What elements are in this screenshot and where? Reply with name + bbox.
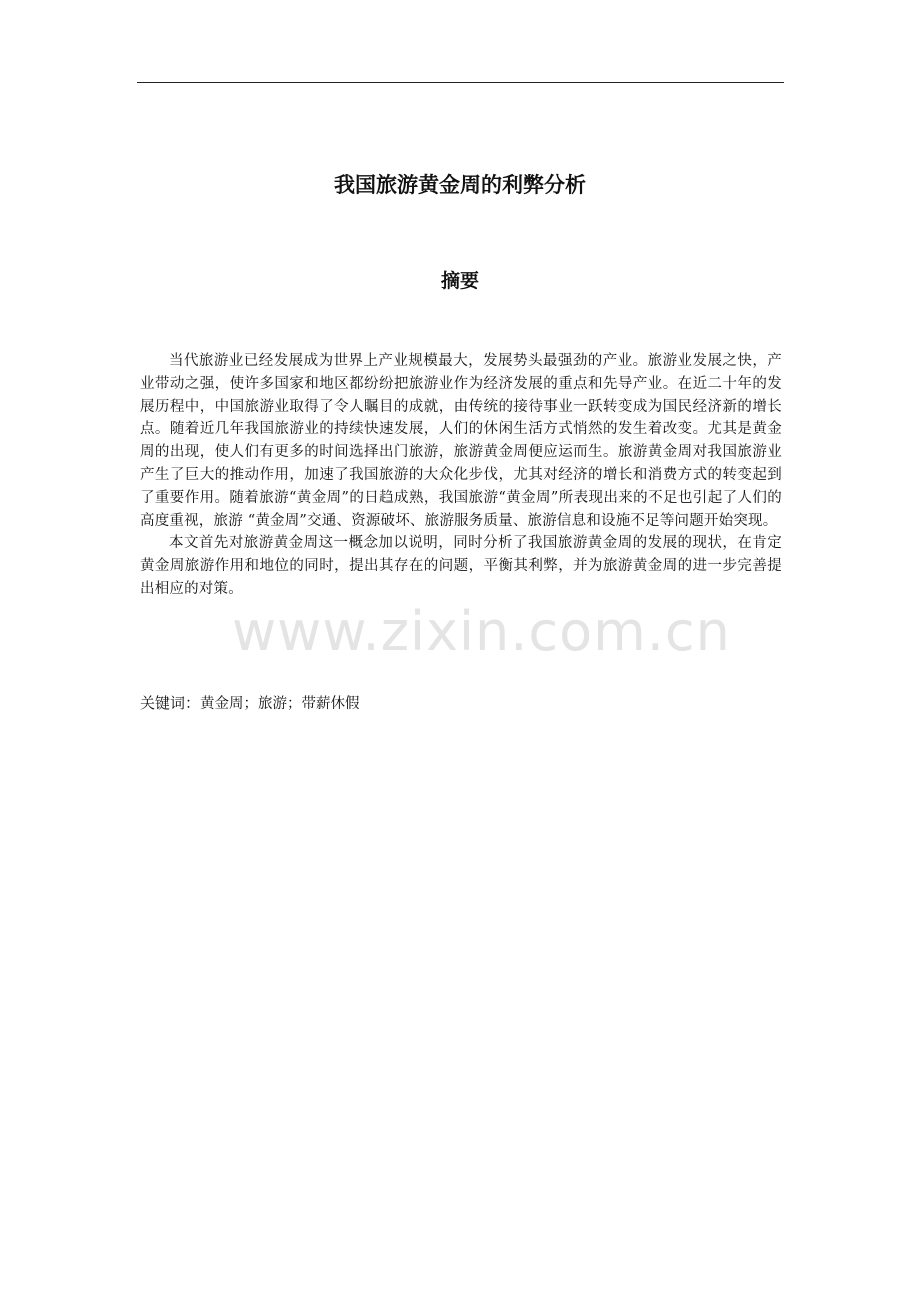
header-rule	[137, 82, 784, 83]
keywords-value: 黄金周；旅游；带薪休假	[200, 696, 360, 712]
keywords-label: 关键词：	[140, 694, 201, 712]
watermark: www.zixin.com.cn	[232, 600, 731, 663]
keywords-line	[140, 692, 780, 715]
document-title: 我国旅游黄金周的利弊分析	[334, 173, 586, 197]
abstract-paragraph-1: 当代旅游业已经发展成为世界上产业规模最大，发展势头最强劲的产业。旅游业发展之快，产业带动之强，使许多国家和地区都纷纷把旅游业作为经济发展的重点和先导产业。在近二十年的发展历程中，中国旅游业取得了令人瞩目的成就，由传统的接待事业一跃转变成为国民经济新的增长点。随着近几年我国旅游业的持续快速发展，人们的休闲生活方式悄然的发生着改变。尤其是黄金周的出现，使人们有更多的时间选择出门旅游，旅游黄金周便应运而生。旅游黄金周对我国旅游业产生了巨大的推动作用，加速了我国旅游的大众化步伐，尤其对经济的增长和消费方式的转变起到了重要作用。随着旅游“黄金周”的日趋成熟，我国旅游“黄金周”所表现出来的不足也引起了人们的高度重视，旅游 “黄金周”交通、资源破坏、旅游服务质量、旅游信息和设施不足等问题开始突现。	[140, 353, 782, 529]
abstract-body	[140, 350, 782, 601]
abstract-heading: 摘要	[440, 270, 479, 292]
abstract-paragraph-2: 本文首先对旅游黄金周这一概念加以说明，同时分析了我国旅游黄金周的发展的现状，在肯定黄金周旅游作用和地位的同时，提出其存在的问题，平衡其利弊，并为旅游黄金周的进一步完善提出相应的对策。	[140, 535, 782, 597]
